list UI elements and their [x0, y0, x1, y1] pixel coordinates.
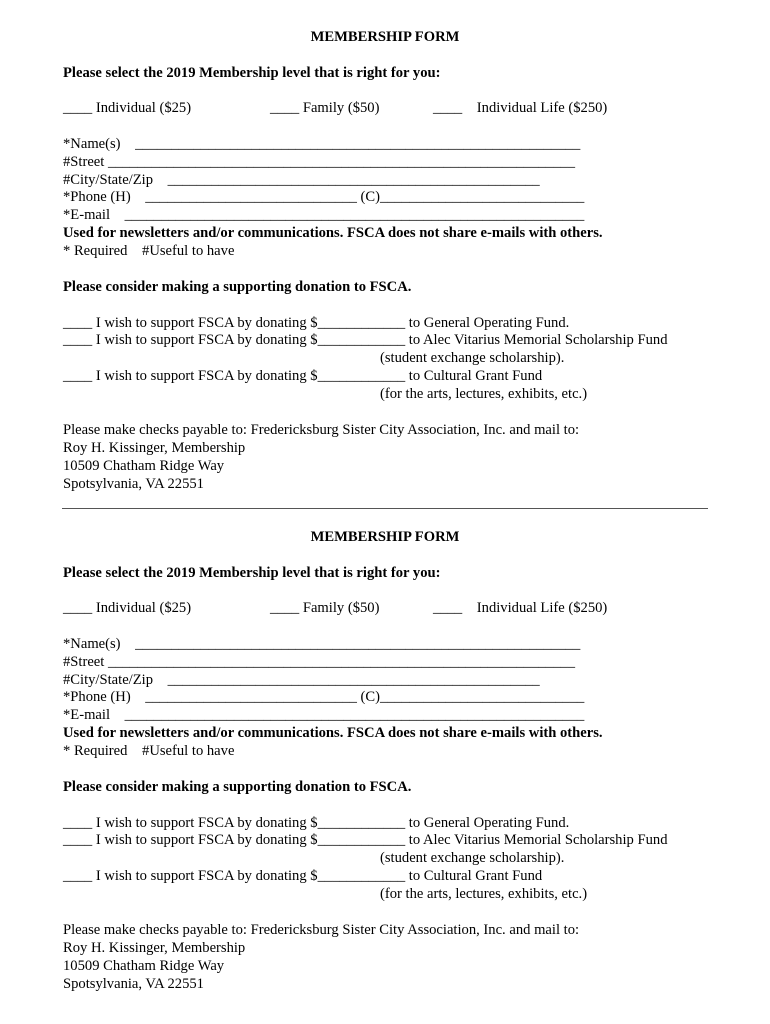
donation-general-fund[interactable]: ____ I wish to support FSCA by donating $____________ to General Operating Fund.	[63, 315, 570, 331]
membership-form-bottom	[0, 500, 770, 1000]
donation-prompt: Please consider making a supporting donation to FSCA.	[63, 779, 412, 795]
donation-scholarship-fund[interactable]: ____ I wish to support FSCA by donating $____________ to Alec Vitarius Memorial Scholarship Fund	[63, 832, 668, 848]
form-title: MEMBERSHIP FORM	[310, 29, 460, 45]
donation-prompt: Please consider making a supporting donation to FSCA.	[63, 279, 412, 295]
city-state-zip-field[interactable]: #City/State/Zip ___________________________________________________	[63, 172, 540, 188]
cultural-fund-note: (for the arts, lectures, exhibits, etc.)	[380, 886, 588, 902]
level-individual-life[interactable]: ____ Individual Life ($250)	[433, 600, 608, 616]
cultural-fund-note: (for the arts, lectures, exhibits, etc.)	[380, 386, 588, 402]
level-individual[interactable]: ____ Individual ($25)	[63, 100, 192, 116]
mail-street: 10509 Chatham Ridge Way	[63, 958, 225, 974]
street-field[interactable]: #Street ________________________________________________________________	[63, 154, 575, 170]
mail-recipient: Roy H. Kissinger, Membership	[63, 440, 246, 456]
donation-cultural-fund[interactable]: ____ I wish to support FSCA by donating $____________ to Cultural Grant Fund	[63, 368, 543, 384]
mail-city: Spotsylvania, VA 22551	[63, 976, 204, 992]
field-legend: * Required #Useful to have	[63, 743, 235, 759]
level-family[interactable]: ____ Family ($50)	[270, 100, 380, 116]
donation-scholarship-fund[interactable]: ____ I wish to support FSCA by donating $____________ to Alec Vitarius Memorial Scholarship Fund	[63, 332, 668, 348]
name-field[interactable]: *Name(s) _____________________________________________________________	[63, 136, 581, 152]
membership-form-top	[0, 0, 770, 500]
payable-line: Please make checks payable to: Fredericksburg Sister City Association, Inc. and mail to:	[63, 422, 580, 438]
form-title: MEMBERSHIP FORM	[310, 529, 460, 545]
phone-field[interactable]: *Phone (H) _____________________________ (C)____________________________	[63, 689, 585, 705]
field-legend: * Required #Useful to have	[63, 243, 235, 259]
mail-street: 10509 Chatham Ridge Way	[63, 458, 225, 474]
email-field[interactable]: *E-mail _______________________________________________________________	[63, 707, 585, 723]
scholarship-fund-note: (student exchange scholarship).	[380, 850, 565, 866]
newsletter-note: Used for newsletters and/or communications. FSCA does not share e-mails with others.	[63, 725, 603, 741]
email-field[interactable]: *E-mail _______________________________________________________________	[63, 207, 585, 223]
level-family[interactable]: ____ Family ($50)	[270, 600, 380, 616]
mail-recipient: Roy H. Kissinger, Membership	[63, 940, 246, 956]
donation-cultural-fund[interactable]: ____ I wish to support FSCA by donating $____________ to Cultural Grant Fund	[63, 868, 543, 884]
phone-field[interactable]: *Phone (H) _____________________________ (C)____________________________	[63, 189, 585, 205]
payable-line: Please make checks payable to: Fredericksburg Sister City Association, Inc. and mail to:	[63, 922, 580, 938]
newsletter-note: Used for newsletters and/or communications. FSCA does not share e-mails with others.	[63, 225, 603, 241]
level-individual[interactable]: ____ Individual ($25)	[63, 600, 192, 616]
scholarship-fund-note: (student exchange scholarship).	[380, 350, 565, 366]
donation-general-fund[interactable]: ____ I wish to support FSCA by donating $____________ to General Operating Fund.	[63, 815, 570, 831]
mail-city: Spotsylvania, VA 22551	[63, 476, 204, 492]
level-select-prompt: Please select the 2019 Membership level that is right for you:	[63, 565, 441, 581]
level-select-prompt: Please select the 2019 Membership level that is right for you:	[63, 65, 441, 81]
level-individual-life[interactable]: ____ Individual Life ($250)	[433, 100, 608, 116]
name-field[interactable]: *Name(s) _____________________________________________________________	[63, 636, 581, 652]
city-state-zip-field[interactable]: #City/State/Zip ___________________________________________________	[63, 672, 540, 688]
street-field[interactable]: #Street ________________________________________________________________	[63, 654, 575, 670]
